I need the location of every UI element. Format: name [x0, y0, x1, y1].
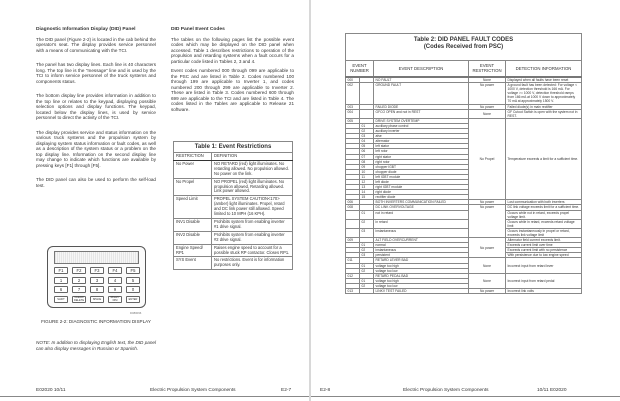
event-restriction: None [469, 273, 506, 288]
paragraph: The DID panel (Figure 2-2) is located in the cab behind the operator's seat. The display provides service personnel with a means of communicating with the TCI. [36, 36, 156, 53]
sub-code: 11 [360, 174, 374, 179]
column-header: DETECTION INFORMATION [506, 61, 582, 78]
event-description: left rotor [374, 149, 469, 154]
event-description: alternator [374, 139, 469, 144]
detection-info: Occurs while in retard, exceeds retard voltage limit [506, 219, 582, 228]
restriction-cell: No Propel [174, 178, 212, 196]
sub-code: 14 [360, 190, 374, 195]
key-1: 1 [54, 277, 68, 284]
detection-info: Occurs instantaneously in propel or retard, exceeds link voltage limit [506, 228, 582, 237]
sub-code: 01 [360, 278, 374, 283]
event-number: 013 [346, 289, 360, 294]
column-header: EVENT RESTRICTION [469, 61, 506, 78]
paragraph: The tables on the following pages list the possible event codes which may be displayed on the DID panel when accessed. Table 1 describes restrictions to operation of the propulsion and retarding systems when a fault occurs for a particular code listed in Tables 2, 3 and 4. [171, 36, 294, 64]
did-panel-keypad-figure [47, 246, 146, 308]
event-description: voltage too low [374, 283, 469, 288]
sub-code: 03 [360, 253, 374, 258]
sub-code: 05 [360, 144, 374, 149]
key-right-dim: RIGHT/ DIM [108, 296, 122, 303]
event-number: 009 [346, 238, 360, 243]
event-number: 006 [346, 200, 360, 205]
key-shift: SHIFT [54, 296, 68, 303]
event-description: right rotor [374, 159, 469, 164]
detection-info: Exceeds current limit over time [506, 243, 582, 248]
event-description: FAILED DIODE [374, 104, 469, 109]
sub-code: 04 [360, 139, 374, 144]
detection-info: Lost communication with both inverters [506, 200, 582, 205]
sub-code: 12 [360, 179, 374, 184]
sub-code: 10 [360, 169, 374, 174]
event-description: rectifier diode [374, 195, 469, 200]
event-description: NO FAULT [374, 77, 469, 83]
table-row [346, 83, 582, 104]
event-restriction: No power [469, 104, 506, 109]
event-description: left IGBT module [374, 174, 469, 179]
definition-cell: PROPEL SYSTEM CAUTION<170> (amber) light illuminates. Propel, retard and DC link power still allowed. Speed limited to 10 MPH (16 KPH). [212, 196, 293, 219]
key-enter: ENTER [126, 296, 140, 303]
table-subtitle: (Codes Received from PSC) [423, 44, 504, 50]
detection-info: A ground fault has been detected: For voltage < 1000 V, detection threshold is 166 mA. For voltage >= 1000 V, detection threshold ramps from 166 mA at 1000 V down to approximately 70 mA at approximately 1500 V. [506, 83, 582, 104]
event-description: DRIVE SYSTEM OVERTEMP [374, 118, 469, 123]
event-description: LINKV TEST FAILED [374, 289, 469, 294]
event-restriction: No power [469, 200, 506, 205]
event-description: auxiliary phase control [374, 123, 469, 128]
key-6: 6 [54, 286, 68, 293]
key-9: 9 [108, 286, 122, 293]
event-description: voltage too high [374, 278, 469, 283]
definition-cell: No restrictions. Event is for information purposes only. [212, 257, 293, 270]
sub-code: 01 [360, 123, 374, 128]
event-description: RETARD LEVER BAD [374, 258, 469, 263]
key-space: SPACE [90, 296, 104, 303]
sub-code: 08 [360, 159, 374, 164]
event-description: instantaneous [374, 248, 469, 253]
definition-cell: Prohibits system from enabling inverter #1 drive signal. [212, 218, 293, 231]
footer-center: Electric Propulsion System Components [150, 388, 236, 393]
key-2: 2 [72, 277, 86, 284]
table-row [174, 178, 293, 196]
table-row [174, 218, 293, 231]
event-restriction: No power [469, 205, 506, 238]
detection-info: Incorrect input from retard pedal [506, 273, 582, 288]
table-row [174, 196, 293, 219]
event-description: instantaneous [374, 228, 469, 237]
definition-cell: Raises engine speed to account for a possible stuck RP contactor. Closes RP1. [212, 244, 293, 257]
event-description: in retard [374, 219, 469, 228]
footer-left: E02020 10/11 [36, 388, 66, 393]
detection-info: DC link voltage exceeds limit for a sufficient time. [506, 205, 582, 210]
footer-center: Electric Propulsion System Components [403, 388, 489, 393]
table-row [174, 231, 293, 244]
sub-code: 02 [360, 283, 374, 288]
definition-cell: NO RETARD (red) light illuminates. No retarding allowed. No propulsion allowed. No power on the link. [212, 160, 293, 178]
event-description: right stator [374, 154, 469, 159]
paragraph: Event codes numbered 000 through 099 are applicable to the PSC and are listed in Table 2. Codes numbered 100 through 199 are applicable to Inverter 1, and codes numbered 200 through 299 are applicable to Inverter 2. These are listed in Table 3. Codes numbered 600 through 699 are applicable to the TCI and are listed in Table 4. The codes listed in the Tables are applicable to Release 21 software. [171, 68, 294, 112]
column-header: EVENT NUMBER [346, 61, 374, 78]
key-f4: F4 [108, 267, 122, 274]
did-fault-codes-table [345, 33, 582, 294]
event-description: afse [374, 134, 469, 139]
table-row [346, 210, 582, 219]
event-restriction: None [469, 258, 506, 273]
table-row [346, 109, 582, 118]
event-number: 000 [346, 77, 360, 83]
detection-info: Temperature exceeds a limit for a sufficient time. [506, 118, 582, 200]
paragraph: The display provides service and status information on the various truck systems and the propulsion system by displaying system status information or fault codes, as well as a description of the system status or a problem on the top display line. Information on the second display line may change to indicate which functions are available by pressing keys [F1] through [F5]. [36, 129, 156, 168]
event-description: RETARD PEDAL BAD [374, 273, 469, 278]
detection-info: GF Cutout Switch is open with the system not in REST. [506, 109, 582, 118]
event-number: 012 [346, 273, 360, 278]
sub-code: 02 [360, 129, 374, 134]
footer-page-number: E2-8 [320, 388, 331, 393]
sub-code: 02 [360, 248, 374, 253]
section-heading: Diagnostic Information Display (DID) Panel [36, 27, 136, 32]
footer-page-number: E2-7 [281, 388, 292, 393]
lcd-display [54, 251, 139, 264]
definition-cell: NO PROPEL (red) light illuminates. No propulsion allowed. Retarding allowed. Link power allowed. [212, 178, 293, 196]
table-row [174, 257, 293, 270]
sub-code: 15 [360, 195, 374, 200]
sub-code: 02 [360, 268, 374, 273]
event-description: right diode [374, 190, 469, 195]
detection-info: Displayed when all faults have been reset [506, 77, 582, 83]
sub-code: 09 [360, 164, 374, 169]
column-header: EVENT DESCRIPTION [374, 61, 469, 78]
sub-code: 03 [360, 228, 374, 237]
sub-code: 13 [360, 185, 374, 190]
table-title-line: Table 2: DID PANEL FAULT CODES [413, 37, 514, 43]
event-number: 003 [346, 104, 360, 109]
right-page [311, 0, 620, 401]
event-description: GFCO OPEN and not in REST [374, 109, 469, 118]
event-description: auxiliary inverter [374, 129, 469, 134]
event-description: persistent [374, 253, 469, 258]
footer-right: 10/11 E02020 [537, 388, 567, 393]
detection-info: Incorrect input from retard lever [506, 258, 582, 273]
detection-info: Alternator field current exceeds limit. [506, 238, 582, 243]
paragraph: The bottom display line provides information in addition to the top line or relates to the keypad, displaying possible selection options and display functions. The keypad, located below the display lines, is used by service personnel to direct the activity of the TCI. [36, 93, 156, 120]
key-f1: F1 [54, 267, 68, 274]
definition-cell: Prohibits system from enabling inverter #2 drive signal. [212, 231, 293, 244]
event-number: 011 [346, 258, 360, 263]
event-number: 004 [346, 109, 360, 118]
event-description: right IGBT module [374, 185, 469, 190]
restriction-cell: SYS Event [174, 257, 212, 270]
section-heading: DID Panel Event Codes [171, 27, 225, 32]
detection-info: Occurs while not in retard, exceeds propel voltage limit. [506, 210, 582, 219]
event-number: 008 [346, 205, 360, 210]
event-description: left stator [374, 144, 469, 149]
event-restriction: No Propel [469, 118, 506, 200]
key-3: 3 [90, 277, 104, 284]
event-description: chopper diode [374, 169, 469, 174]
key-0: 0 [126, 286, 140, 293]
sub-code: 01 [360, 210, 374, 219]
column-header: RESTRICTION [174, 153, 212, 161]
detection-info: With persistence due to low engine speed [506, 253, 582, 258]
event-description: voltage too high [374, 263, 469, 268]
key-f3: F3 [90, 267, 104, 274]
left-page [0, 0, 309, 401]
event-description: left diode [374, 179, 469, 184]
restriction-cell: Engine Speed/ RP1 [174, 244, 212, 257]
key-5: 5 [126, 277, 140, 284]
key-8: 8 [90, 286, 104, 293]
table-title: Table 1: Event Restrictions [174, 142, 293, 153]
sub-code: 01 [360, 263, 374, 268]
column-header: DEFINITION [212, 153, 293, 161]
event-description: GROUND FAULT [374, 83, 469, 104]
footer-rule [0, 396, 309, 397]
event-description: chopper IGBT [374, 164, 469, 169]
table-row [346, 289, 582, 294]
restriction-cell: INV2 Disable [174, 231, 212, 244]
event-restriction: None [469, 109, 506, 118]
event-number: 002 [346, 83, 360, 104]
sub-code: 02 [360, 219, 374, 228]
sub-code: 06 [360, 149, 374, 154]
event-restrictions-table [173, 141, 293, 270]
event-description: not in retard [374, 210, 469, 219]
event-description: ALT FIELD OVERCURRENT [374, 238, 469, 243]
detection-info: Exceeds current limit with no persistence [506, 248, 582, 253]
paragraph: The DID panel can also be used to perform the self-load test. [36, 177, 156, 188]
key-f2: F2 [72, 267, 86, 274]
restriction-cell: INV1 Disable [174, 218, 212, 231]
table-row [346, 219, 582, 228]
note: NOTE: In addition to displaying English text, the DID panel can also display messages in Russian or Spanish. [36, 340, 156, 351]
event-restriction: None [469, 77, 506, 83]
event-description: BOTH INVERTERS COMMUNICATION FAILED [374, 200, 469, 205]
table-row [346, 228, 582, 237]
event-description: voltage too low [374, 268, 469, 273]
key-f5: F5 [126, 267, 140, 274]
event-restriction: No power [469, 289, 506, 294]
table-row [174, 160, 293, 178]
restriction-cell: No Power [174, 160, 212, 178]
restriction-cell: Speed Limit [174, 196, 212, 219]
key-7: 7 [72, 286, 86, 293]
key-clear-delete: CLEAR/ DELETE [73, 296, 85, 302]
event-description: normal [374, 243, 469, 248]
table-row [174, 244, 293, 257]
paragraph: The panel has two display lines. Each line is 40 characters long. The top line is the "message" line and is used by the TCI to inform service personnel of the truck systems and components status. [36, 62, 156, 84]
event-restriction: No power [469, 238, 506, 258]
event-restriction: No power [469, 83, 506, 104]
key-4: 4 [108, 277, 122, 284]
right-column [171, 27, 294, 121]
event-number: 005 [346, 118, 360, 123]
detection-info: Incorrect link volts [506, 289, 582, 294]
footer-rule [311, 396, 620, 397]
figure-id: D080096 [130, 311, 142, 315]
left-column [36, 27, 156, 197]
sub-code: 07 [360, 154, 374, 159]
figure-caption: FIGURE 2-2: DIAGNOSTIC INFORMATION DISPLAY [41, 319, 151, 324]
event-description: DC LINK OVERVOLTAGE [374, 205, 469, 210]
sub-code: 03 [360, 134, 374, 139]
table-title [346, 34, 582, 61]
sub-code: 01 [360, 243, 374, 248]
detection-info: Failed diode(s) in main rectifier [506, 104, 582, 109]
